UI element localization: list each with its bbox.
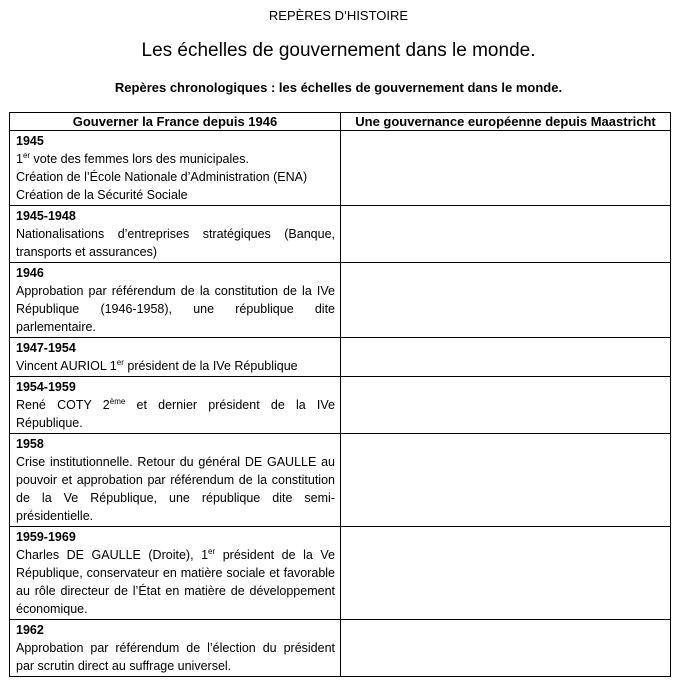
- europe-entry-cell: [341, 434, 671, 527]
- entry-year: 1959-1969: [16, 530, 76, 544]
- table-row: [10, 206, 671, 263]
- entry-year: 1945: [16, 134, 44, 148]
- entry-year: 1945-1948: [16, 209, 76, 223]
- entry-year: 1958: [16, 437, 44, 451]
- document-kicker: REPÈRES D’HISTOIRE: [268, 8, 409, 23]
- entry-line: [16, 150, 335, 168]
- entry-line: [16, 546, 335, 618]
- ordinal-suffix: er: [116, 357, 124, 367]
- europe-entry-cell: [341, 263, 671, 338]
- entry-year: 1954-1959: [16, 380, 76, 394]
- entry-text: Création de l’École Nationale d’Administration (ENA): [16, 170, 308, 184]
- europe-entry-cell: [341, 377, 671, 434]
- france-entry-cell: [10, 263, 341, 338]
- entry-text: président de la IVe République: [123, 359, 298, 373]
- column-header-france: Gouverner la France depuis 1946: [10, 113, 341, 131]
- entry-text: Approbation par référendum de la constitution de la IVe République (1946-1958), une république dite parlementaire.: [16, 284, 335, 334]
- entry-text: président de la Ve République, conservateur en matière sociale et favorable au rôle directeur de l’État en matière de développement économique.: [16, 548, 335, 616]
- europe-entry-cell: [341, 131, 671, 206]
- entry-text: Vincent AURIOL 1: [16, 359, 117, 373]
- entry-text: et dernier président de la IVe République.: [16, 398, 335, 430]
- france-entry-cell: [10, 377, 341, 434]
- entry-year: 1962: [16, 623, 44, 637]
- entry-text: Création de la Sécurité Sociale: [16, 188, 188, 202]
- document-title: Les échelles de gouvernement dans le monde.: [141, 40, 536, 61]
- entry-text: Nationalisations d’entreprises stratégiques (Banque, transports et assurances): [16, 227, 335, 259]
- entry-text: René COTY 2: [16, 398, 110, 412]
- chronology-table: [9, 112, 671, 677]
- france-entry-cell: [10, 434, 341, 527]
- entry-year: 1947-1954: [16, 341, 76, 355]
- table-row: [10, 263, 671, 338]
- table-row: [10, 527, 671, 620]
- france-entry-cell: [10, 131, 341, 206]
- ordinal-suffix: ème: [109, 396, 126, 406]
- table-row: [10, 338, 671, 377]
- table-row: [10, 434, 671, 527]
- france-entry-cell: [10, 527, 341, 620]
- entry-line: [16, 396, 335, 432]
- ordinal-number: 1: [16, 152, 23, 166]
- entry-text: Charles DE GAULLE (Droite), 1: [16, 548, 209, 562]
- table-row: [10, 131, 671, 206]
- document-subtitle: Repères chronologiques : les échelles de gouvernement dans le monde.: [114, 80, 563, 95]
- entry-text: Approbation par référendum de l’élection du président par scrutin direct au suffrage universel.: [16, 641, 335, 673]
- europe-entry-cell: [341, 338, 671, 377]
- europe-entry-cell: [341, 620, 671, 677]
- entry-line: [16, 357, 335, 375]
- ordinal-suffix: er: [22, 150, 31, 160]
- entry-year: 1946: [16, 266, 44, 280]
- europe-entry-cell: [341, 527, 671, 620]
- entry-text: vote des femmes lors des municipales.: [30, 152, 249, 166]
- europe-entry-cell: [341, 206, 671, 263]
- france-entry-cell: [10, 206, 341, 263]
- table-header-row: [10, 113, 671, 131]
- ordinal-suffix: er: [208, 546, 216, 556]
- table-row: [10, 377, 671, 434]
- column-header-europe: Une gouvernance européenne depuis Maastricht: [341, 113, 671, 131]
- entry-text: Crise institutionnelle. Retour du général DE GAULLE au pouvoir et approbation par référendum de la constitution de la Ve République, une république dite semi-présidentielle.: [16, 455, 335, 523]
- table-row: [10, 620, 671, 677]
- france-entry-cell: [10, 620, 341, 677]
- france-entry-cell: [10, 338, 341, 377]
